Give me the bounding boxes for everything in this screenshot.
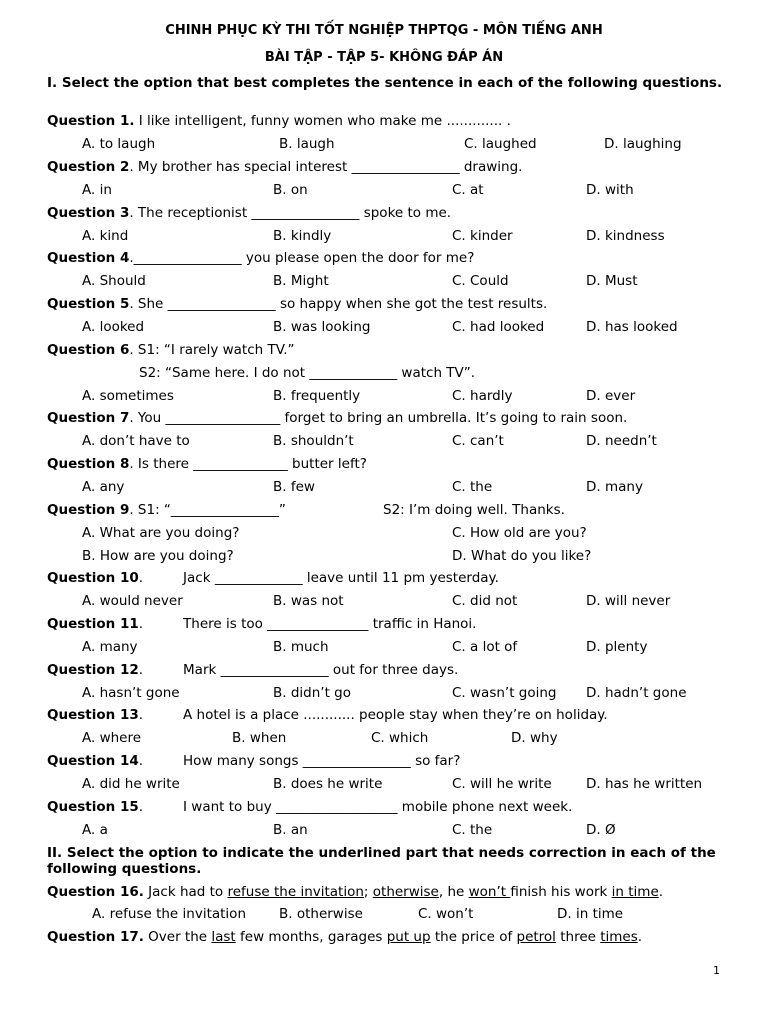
- question-text: .: [658, 884, 664, 900]
- question-label: Question 10: [47, 570, 139, 586]
- option-d[interactable]: D. ever: [586, 388, 636, 404]
- question-3: [47, 205, 747, 221]
- underlined-part-b: otherwise: [372, 884, 439, 900]
- question-label: Question 2: [47, 159, 130, 175]
- question-text: finish his work: [510, 884, 612, 900]
- option-c[interactable]: C. at: [452, 182, 484, 198]
- option-d[interactable]: D. plenty: [586, 639, 648, 655]
- option-a[interactable]: A. in: [82, 182, 112, 198]
- question-label: Question 8: [47, 456, 130, 472]
- option-c[interactable]: C. will he write: [452, 776, 552, 792]
- option-c[interactable]: C. a lot of: [452, 639, 518, 655]
- question-text: Over the: [143, 929, 212, 945]
- option-b[interactable]: B. laugh: [279, 136, 335, 152]
- question-14: Question 14. How many songs ________________ so far?: [47, 753, 461, 769]
- underlined-part-d: in time: [611, 884, 659, 900]
- question-3-options: [0, 228, 768, 246]
- question-5-options: [0, 319, 768, 337]
- question-text: . The receptionist ________________ spoke to me.: [129, 205, 452, 221]
- question-text: , he: [438, 884, 469, 900]
- option-c[interactable]: C. had looked: [452, 319, 545, 335]
- option-d[interactable]: D. will never: [586, 593, 671, 609]
- option-b[interactable]: B. on: [273, 182, 308, 198]
- question-text: ;: [363, 884, 373, 900]
- option-b[interactable]: B. much: [273, 639, 329, 655]
- question-label: Question 11: [47, 616, 139, 632]
- option-b[interactable]: B. didn’t go: [273, 685, 351, 701]
- question-16-options: [0, 906, 768, 924]
- option-a[interactable]: A. looked: [82, 319, 145, 335]
- option-b[interactable]: B. was looking: [273, 319, 371, 335]
- option-c[interactable]: C. Could: [452, 273, 509, 289]
- question-13-options: [0, 730, 768, 748]
- option-a[interactable]: A. many: [82, 639, 138, 655]
- option-c[interactable]: C. can’t: [452, 433, 504, 449]
- section-1-heading: I. Select the option that best completes the sentence in each of the following questions.: [47, 75, 723, 91]
- option-c[interactable]: C. the: [452, 479, 493, 495]
- underlined-part-a: refuse the invitation: [227, 884, 364, 900]
- question-label: Question 13: [47, 707, 139, 723]
- option-b[interactable]: B. when: [232, 730, 287, 746]
- question-text: few months, garages: [235, 929, 387, 945]
- option-d[interactable]: D. in time: [557, 906, 624, 922]
- option-a[interactable]: A. sometimes: [82, 388, 174, 404]
- question-label: Question 16.: [47, 884, 144, 900]
- option-d[interactable]: D. laughing: [604, 136, 682, 152]
- question-7: [47, 410, 747, 426]
- option-d[interactable]: D. why: [511, 730, 558, 746]
- question-text: A hotel is a place ............ people stay when they’re on holiday.: [183, 707, 608, 723]
- option-c[interactable]: C. won’t: [418, 906, 474, 922]
- question-4: [47, 250, 747, 266]
- underlined-part-c: petrol: [516, 929, 556, 945]
- option-a[interactable]: A. Should: [82, 273, 146, 289]
- option-c[interactable]: C. laughed: [464, 136, 537, 152]
- option-d[interactable]: D. Ø: [586, 822, 616, 838]
- page-number: 1: [713, 964, 720, 977]
- question-label: Question 3: [47, 205, 130, 221]
- question-text: .________________ you please open the door for me?: [129, 250, 475, 266]
- question-label: Question 9: [47, 502, 130, 518]
- option-b[interactable]: B. frequently: [273, 388, 361, 404]
- option-b[interactable]: B. was not: [273, 593, 344, 609]
- question-text: I like intelligent, funny women who make me ............. .: [134, 113, 511, 129]
- option-c[interactable]: C. kinder: [452, 228, 513, 244]
- option-a[interactable]: A. don’t have to: [82, 433, 190, 449]
- question-5: [47, 296, 747, 312]
- option-a[interactable]: A. where: [82, 730, 142, 746]
- option-d[interactable]: D. with: [586, 182, 634, 198]
- question-13: Question 13. A hotel is a place ............ people stay when they’re on holiday.: [47, 707, 608, 723]
- question-17: [47, 929, 747, 945]
- option-a[interactable]: A. a: [82, 822, 108, 838]
- underlined-part-d: times: [600, 929, 638, 945]
- option-c[interactable]: C. the: [452, 822, 493, 838]
- question-text: I want to buy __________________ mobile phone next week.: [183, 799, 573, 815]
- question-label: Question 6: [47, 342, 130, 358]
- question-6: [47, 342, 747, 358]
- underlined-part-a: last: [211, 929, 236, 945]
- question-8-options: [0, 479, 768, 497]
- underlined-part-c: won’t: [468, 884, 511, 900]
- option-c[interactable]: C. hardly: [452, 388, 513, 404]
- option-a[interactable]: A. any: [82, 479, 125, 495]
- option-d[interactable]: D. needn’t: [586, 433, 657, 449]
- question-2: [47, 159, 747, 175]
- question-9-options-row-2: [0, 548, 768, 566]
- question-text: . She ________________ so happy when she got the test results.: [129, 296, 548, 312]
- option-a[interactable]: A. to laugh: [82, 136, 156, 152]
- option-b[interactable]: B. kindly: [273, 228, 332, 244]
- question-text: . S1: “I rarely watch TV.”: [129, 342, 295, 358]
- question-6-options: [0, 388, 768, 406]
- question-8: [47, 456, 747, 472]
- option-b[interactable]: B. does he write: [273, 776, 383, 792]
- question-15: Question 15. I want to buy __________________ mobile phone next week.: [47, 799, 573, 815]
- question-text: How many songs ________________ so far?: [183, 753, 461, 769]
- option-d[interactable]: D. hadn’t gone: [586, 685, 687, 701]
- question-label: Question 12: [47, 662, 139, 678]
- option-a[interactable]: A. kind: [82, 228, 129, 244]
- question-14-options: [0, 776, 768, 794]
- question-label: Question 1.: [47, 113, 135, 129]
- question-2-options: [0, 182, 768, 200]
- option-b[interactable]: B. shouldn’t: [273, 433, 354, 449]
- question-15-options: [0, 822, 768, 840]
- option-a[interactable]: A. would never: [82, 593, 183, 609]
- question-10-options: [0, 593, 768, 611]
- question-text: the price of: [430, 929, 517, 945]
- option-d[interactable]: D. many: [586, 479, 643, 495]
- option-b[interactable]: B. an: [273, 822, 308, 838]
- option-a[interactable]: A. did he write: [82, 776, 180, 792]
- question-6-speaker-2: S2: “Same here. I do not _____________ watch TV”.: [139, 365, 476, 381]
- question-text: Mark ________________ out for three days.: [183, 662, 459, 678]
- option-d[interactable]: D. What do you like?: [452, 548, 592, 564]
- option-c[interactable]: C. which: [371, 730, 429, 746]
- question-16: [47, 884, 747, 900]
- option-d[interactable]: D. has looked: [586, 319, 678, 335]
- question-label: Question 4: [47, 250, 130, 266]
- question-11: Question 11. There is too _______________ traffic in Hanoi.: [47, 616, 477, 632]
- question-text: Jack _____________ leave until 11 pm yesterday.: [183, 570, 499, 586]
- question-text: three: [555, 929, 601, 945]
- question-text: . S1: “________________”: [129, 502, 286, 518]
- option-c[interactable]: C. did not: [452, 593, 518, 609]
- question-9-speaker-2: S2: I’m doing well. Thanks.: [383, 502, 565, 518]
- question-4-options: [0, 273, 768, 291]
- page-title: CHINH PHỤC KỲ THI TỐT NGHIỆP THPTQG - MÔN TIẾNG ANH: [165, 23, 603, 38]
- question-text: . Is there ______________ butter left?: [129, 456, 367, 472]
- option-b[interactable]: B. otherwise: [279, 906, 363, 922]
- question-label: Question 7: [47, 410, 130, 426]
- question-text: Jack had to: [143, 884, 228, 900]
- option-b[interactable]: B. How are you doing?: [82, 548, 234, 564]
- question-12-options: [0, 685, 768, 703]
- option-c[interactable]: C. How old are you?: [452, 525, 587, 541]
- question-9-options-row-1: [0, 525, 768, 543]
- section-2-heading: II. Select the option to indicate the underlined part that needs correction in each of the following questions.: [47, 845, 716, 877]
- underlined-part-b: put up: [386, 929, 431, 945]
- question-text: There is too _______________ traffic in Hanoi.: [183, 616, 477, 632]
- question-10: Question 10. Jack _____________ leave until 11 pm yesterday.: [47, 570, 499, 586]
- option-b[interactable]: B. Might: [273, 273, 329, 289]
- question-7-options: [0, 433, 768, 451]
- option-a[interactable]: A. hasn’t gone: [82, 685, 180, 701]
- question-1-options: [0, 136, 768, 154]
- option-d[interactable]: D. has he written: [586, 776, 703, 792]
- question-label: Question 17.: [47, 929, 144, 945]
- option-d[interactable]: D. kindness: [586, 228, 665, 244]
- question-text: . My brother has special interest ________________ drawing.: [129, 159, 523, 175]
- question-label: Question 5: [47, 296, 130, 312]
- question-label: Question 15: [47, 799, 139, 815]
- option-d[interactable]: D. Must: [586, 273, 638, 289]
- question-12: Question 12. Mark ________________ out for three days.: [47, 662, 459, 678]
- question-label: Question 14: [47, 753, 139, 769]
- option-a[interactable]: A. What are you doing?: [82, 525, 240, 541]
- question-1: [47, 113, 747, 129]
- question-text: . You _________________ forget to bring an umbrella. It’s going to rain soon.: [129, 410, 628, 426]
- question-text: .: [637, 929, 643, 945]
- option-c[interactable]: C. wasn’t going: [452, 685, 557, 701]
- option-b[interactable]: B. few: [273, 479, 315, 495]
- question-11-options: [0, 639, 768, 657]
- option-a[interactable]: A. refuse the invitation: [92, 906, 246, 922]
- page-subtitle: BÀI TẬP - TẬP 5- KHÔNG ĐÁP ÁN: [264, 50, 504, 65]
